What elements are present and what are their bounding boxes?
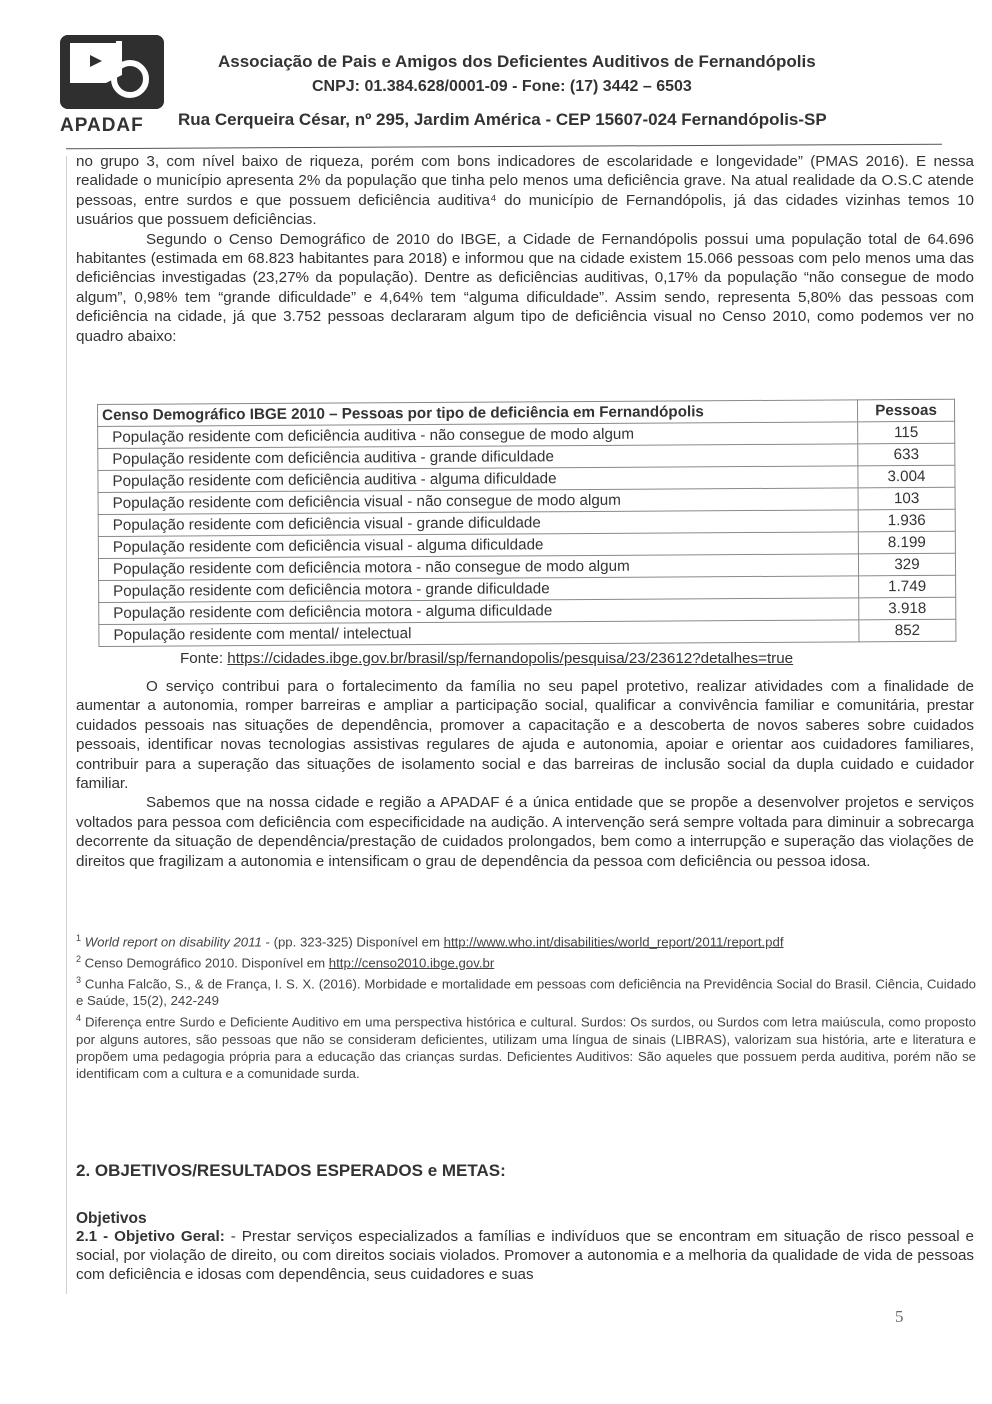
footnote-2 [76,951,976,972]
footnote-1 [76,930,976,951]
table-source [180,650,793,667]
row-label: População residente com deficiência auditiva - alguma dificuldade [98,466,858,493]
row-label: População residente com mental/ intelectual [99,620,859,647]
footnote-2-text: Censo Demográfico 2010. Disponível em [81,955,329,971]
left-margin-line [66,156,67,1294]
footnote-mark: 1 [76,933,82,943]
paragraph-3: O serviço contribui para o fortalecimento da família no seu papel protetivo, realizar atividades com a finalidade de aumentar a autonomia, romper barreiras e ampliar a participação social, qualificar a convivência familiar e comunitária, prestar cuidados pessoais nas situações de dependência, promover a capacitação e a descoberta de novos saberes sobre cuidados pessoais, identificar novas tecnologias assistivas regulares de ajuda e autonomia, apoiar e orientar aos cuidadores familiares, contribuir para a superação das situações de isolamento social e das barreiras de inclusão social da dupla cuidado e cuidador familiar. [76,678,974,793]
row-count: 329 [858,553,955,576]
footnote-mark: 2 [76,953,82,964]
row-count: 1.749 [859,575,956,598]
logo-acronym: APADAF [60,115,144,136]
cnpj-phone: CNPJ: 01.384.628/0001-09 - Fone: (17) 3442 – 6503 [312,78,692,95]
paragraph-1: no grupo 3, com nível baixo de riqueza, porém com bons indicadores de escolaridade e longevidade” (PMAS 2016). E nessa realidade o município apresenta 2% da população que tinha pelo menos uma deficiência grave. Na atual realidade da O.S.C atende pessoas, entre surdos e que possuem deficiência auditiva⁴ do município de Fernandópolis, já das cidades vizinhas temos 10 usuários que possuem deficiências. [76,153,974,229]
row-label: População residente com deficiência motora - não consegue de modo algum [98,554,858,581]
footnote-1-text: - (pp. 323-325) Disponível em [261,934,444,950]
logo-emblem [60,35,164,109]
address-line: Rua Cerqueira César, nº 295, Jardim América - CEP 15607-024 Fernandópolis-SP [178,110,827,129]
paragraph-2: Segundo o Censo Demográfico de 2010 do IBGE, a Cidade de Fernandópolis possui uma população total de 64.696 habitantes (estimada em 68.823 habitantes para 2018) e informou que na cidade existem 15.066 pessoas com pelo menos uma das deficiências investigadas (23,27% da população). Dentre as deficiências auditivas, 0,17% da população “não consegue de modo algum”, 0,98% tem “grande dificuldade” e 4,64% tem “alguma dificuldade”. Assim sendo, representa 5,80% das pessoas com deficiência na cidade, já que 3.752 pessoas declararam algum tipo de deficiência visual no Censo 2010, como podemos ver no quadro abaixo: [76,230,974,345]
row-count: 633 [858,443,955,466]
ear-symbol-icon [60,35,164,109]
objective-text: - Prestar serviços especializados a famílias e indivíduos que se encontram em situação de risco pessoal e social, por violação de direito, ou com direitos sociais violados. Promover a autonomia e a melhoria da qualidade de vida de pessoas com deficiência e idosas com dependência, seus cuidadores e suas [76,1228,974,1283]
apadaf-logo [60,35,168,135]
row-count: 115 [858,421,955,444]
header-divider [66,144,942,150]
page-number: 5 [895,1307,904,1326]
footnote-mark: 3 [76,974,82,985]
intro-section [76,152,974,346]
source-link[interactable]: https://cidades.ibge.gov.br/brasil/sp/fernandopolis/pesquisa/23/23612?detalhes=true [227,650,794,667]
census-table [97,399,956,647]
row-label: População residente com deficiência visual - alguma dificuldade [98,532,858,559]
section-title: 2. OBJETIVOS/RESULTADOS ESPERADOS e METAS: [76,1161,506,1180]
row-count: 852 [859,619,956,642]
table-header-count: Pessoas [857,399,954,422]
row-count: 1.936 [858,509,955,532]
footnote-4 [76,1010,976,1083]
footnote-4-text: Diferença entre Surdo e Deficiente Auditivo em uma perspectiva histórica e cultural. Surdos: Os surdos, ou Surdos com letra maiúscula, como proposto por alguns autores, são pessoas que não se consideram deficientes, utilizam uma língua de sinais (LIBRAS), valorizam sua história, arte e literatura e propõem uma pedagogia própria para a educação das crianças surdas. Deficientes Auditivos: São aqueles que possuem perda auditiva, porém não se identificam com a cultura e a comunidade surda. [76,1014,976,1082]
footnotes [76,930,976,1083]
footnote-1-title: World report on disability 2011 [84,934,262,950]
row-label: População residente com deficiência visual - não consegue de modo algum [98,488,858,515]
general-objective [76,1227,974,1284]
source-label: Fonte: [180,650,228,667]
row-count: 8.199 [858,531,955,554]
row-count: 3.004 [858,465,955,488]
footnote-mark: 4 [76,1012,82,1023]
row-label: População residente com deficiência visual - grande dificuldade [98,510,858,537]
row-label: População residente com deficiência auditiva - grande dificuldade [98,444,858,471]
objective-lead: 2.1 - Objetivo Geral: [76,1228,225,1245]
paragraph-4: Sabemos que na nossa cidade e região a APADAF é a única entidade que se propõe a desenvolver projetos e serviços voltados para pessoa com deficiência com especificidade na audição. A intervenção será sempre voltada para diminuir a sobrecarga decorrente da situação de dependência/prestação de cuidados prolongados, bem como a interrupção e superação das violações de direitos que fragilizam a autonomia e intensificam o grau de dependência da pessoa com deficiência ou pessoa idosa. [76,794,974,870]
footnote-3-text: Cunha Falcão, S., & de França, I. S. X. (2016). Morbidade e mortalidade em pessoas com deficiência na Previdência Social do Brasil. Ciência, Cuidado e Saúde, 15(2), 242-249 [76,975,976,1009]
footnote-3 [76,972,976,1010]
row-label: População residente com deficiência motora - grande dificuldade [99,576,859,603]
row-label: População residente com deficiência motora - alguma dificuldade [99,598,859,625]
row-count: 103 [858,487,955,510]
footnote-2-link[interactable]: http://censo2010.ibge.gov.br [328,955,495,971]
footnote-1-link[interactable]: http://www.who.int/disabilities/world_report/2011/report.pdf [443,934,784,950]
association-name: Associação de Pais e Amigos dos Deficientes Auditivos de Fernandópolis [218,52,816,71]
table-header-label: Censo Demográfico IBGE 2010 – Pessoas por tipo de deficiência em Fernandópolis [98,400,858,427]
row-count: 3.918 [859,597,956,620]
table-row [99,619,956,646]
objectives-subheading: Objetivos [76,1210,147,1227]
body-section [76,677,974,871]
row-label: População residente com deficiência auditiva - não consegue de modo algum [98,422,858,449]
